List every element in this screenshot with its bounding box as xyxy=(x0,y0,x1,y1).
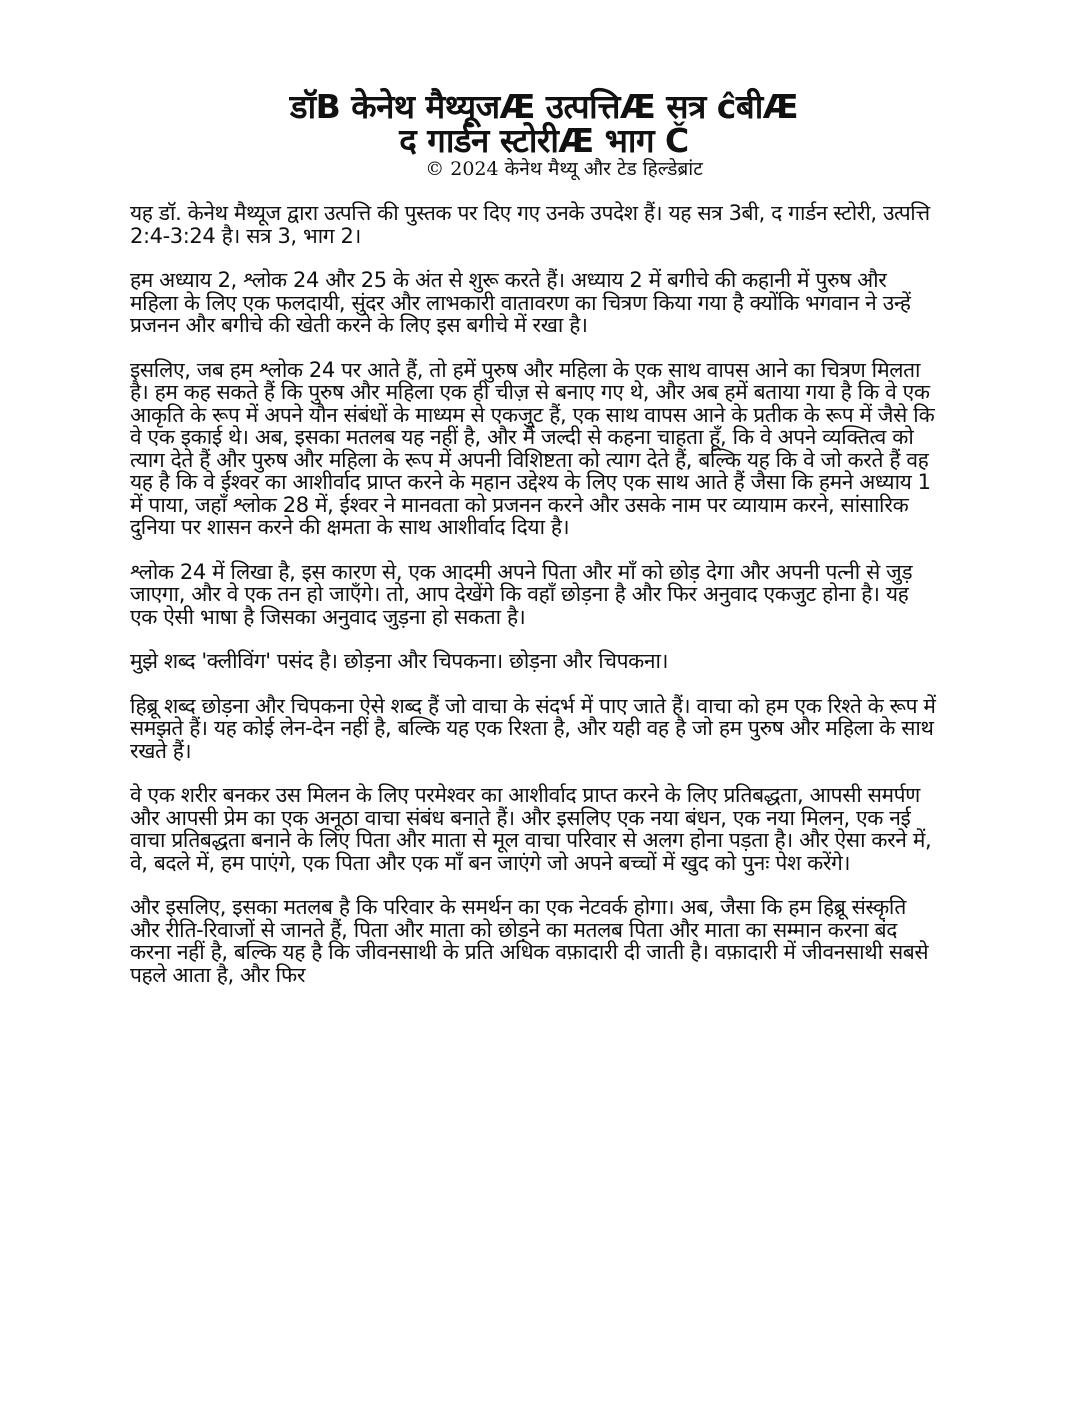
document-title xyxy=(130,87,938,160)
paragraph-4: श्लोक 24 में लिखा है, इस कारण से, एक आदमी अपने पिता और माँ को छोड़ देगा और अपनी पत्नी से जुड़ जाएगा, और वे एक तन हो जाएँगे। तो, आप देखेंगे कि वहाँ छोड़ना है और फिर अनुवाद एकजुट होना है। यह एक ऐसी भाषा है जिसका अनुवाद जुड़ना हो सकता है। xyxy=(130,559,913,629)
paragraph-1: यह डॉ. केनेथ मैथ्यूज द्वारा उत्पत्ति की पुस्तक पर दिए गए उनके उपदेश हैं। यह सत्र 3बी, द गार्डन स्टोरी, उत्पत्ति 2:4-3:24 है। सत्र 3, भाग 2। xyxy=(130,201,930,248)
title-line-1: डॉB केनेथ मैथ्यूजÆ उत्पत्तिÆ सत्र ĉबीÆ xyxy=(289,87,799,126)
title-line-2: द गार्डन स्टोरीÆ भाग Č xyxy=(399,121,689,160)
paragraph-3: इसलिए, जब हम श्लोक 24 पर आते हैं, तो हमें पुरुष और महिला के एक साथ वापस आने का चित्रण मिलता है। हम कह सकते हैं कि पुरुष और महिला एक ही चीज़ से बनाए गए थे, और अब हमें बताया गया है कि वे एक आकृति के रूप में अपने यौन संबंधों के माध्यम से एकजुट हैं, एक साथ वापस आने के प्रतीक के रूप में जैसे कि वे एक इकाई थे। अब, इसका मतलब यह नहीं है, और मैं जल्दी से कहना चाहता हूँ, कि वे अपने व्यक्तित्व को त्याग देते हैं और पुरुष और महिला के रूप में अपनी विशिष्टता को त्याग देते हैं, बल्कि यह कि वे जो करते हैं वह यह है कि वे ईश्वर का आशीर्वाद प्राप्त करने के महान उद्देश्य के लिए एक साथ आते हैं जैसा कि हमने अध्याय 1 में पाया, जहाँ श्लोक 28 में, ईश्वर ने मानवता को प्रजनन करने और उसके नाम पर व्यायाम करने, सांसारिक दुनिया पर शासन करने की क्षमता के साथ आशीर्वाद दिया है। xyxy=(130,357,935,539)
paragraph-5: मुझे शब्द 'क्लीविंग' पसंद है। छोड़ना और चिपकना। छोड़ना और चिपकना। xyxy=(130,649,669,673)
paragraph-6: हिब्रू शब्द छोड़ना और चिपकना ऐसे शब्द हैं जो वाचा के संदर्भ में पाए जाते हैं। वाचा को हम एक रिश्ते के रूप में समझते हैं। यह कोई लेन-देन नहीं है, बल्कि यह एक रिश्ता है, और यही वह है जो हम पुरुष और महिला के साथ रखते हैं। xyxy=(130,693,936,763)
paragraph-2: हम अध्याय 2, श्लोक 24 और 25 के अंत से शुरू करते हैं। अध्याय 2 में बगीचे की कहानी में पुरुष और महिला के लिए एक फलदायी, सुंदर और लाभकारी वातावरण का चित्रण किया गया है क्योंकि भगवान ने उन्हें प्रजनन और बगीचे की खेती करने के लिए इस बगीचे में रखा है। xyxy=(130,268,911,337)
paragraph-7: वे एक शरीर बनकर उस मिलन के लिए परमेश्वर का आशीर्वाद प्राप्त करने के लिए प्रतिबद्धता, आपसी समर्पण और आपसी प्रेम का एक अनूठा वाचा संबंध बनाते हैं। और इसलिए एक नया बंधन, एक नया मिलन, एक नई वाचा प्रतिबद्धता बनाने के लिए पिता और माता से मूल वाचा परिवार से अलग होना पड़ता है। और ऐसा करने में, वे, बदले में, हम पाएंगे, एक पिता और एक माँ बन जाएंगे जो अपने बच्चों में खुद को पुनः पेश करेंगे। xyxy=(130,783,932,875)
paragraph-8: और इसलिए, इसका मतलब है कि परिवार के समर्थन का एक नेटवर्क होगा। अब, जैसा कि हम हिब्रू संस्कृति और रीति-रिवाजों से जानते हैं, पिता और माता को छोड़ने का मतलब पिता और माता का सम्मान करना बंद करना नहीं है, बल्कि यह है कि जीवनसाथी के प्रति अधिक वफ़ादारी दी जाती है। वफ़ादारी में जीवनसाथी सबसे पहले आता है, और फिर xyxy=(130,895,929,987)
copyright-notice: © 2024 केनेथ मैथ्यू और टेड हिल्डेब्रांट xyxy=(425,158,703,180)
